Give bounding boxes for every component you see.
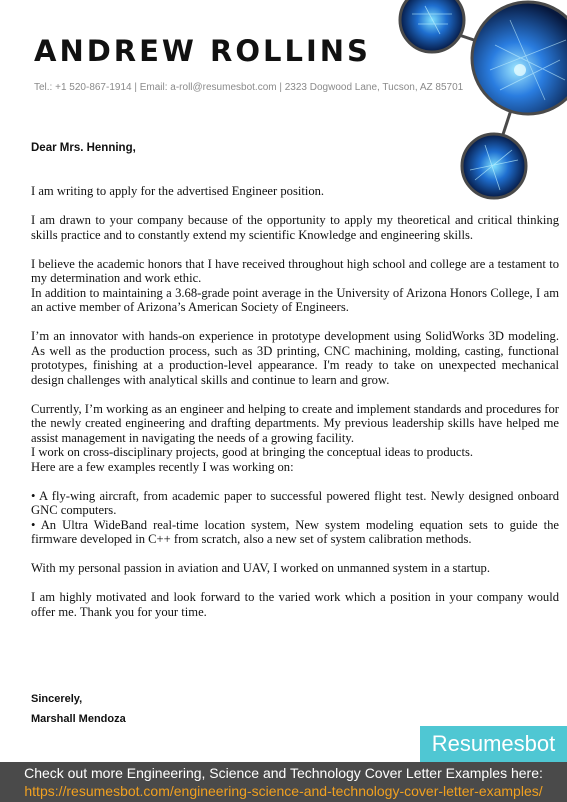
closing-word: Sincerely, xyxy=(31,693,83,705)
paragraph-current-role: Currently, I’m working as an engineer and helping to create and implement standards and procedures for the newly created engineering and drafting departments. My previous leadership skills have helped me assist management in navigating the needs of a growing facility. xyxy=(31,401,559,445)
paragraph-projects: I work on cross-disciplinary projects, good at bringing the conceptual ideas to products. xyxy=(31,445,474,459)
salutation: Dear Mrs. Henning, xyxy=(31,142,136,154)
paragraph-closing: I am highly motivated and look forward to the varied work which a position in your company would offer me. Thank you for your time. xyxy=(31,590,559,619)
footer-text: Check out more Engineering, Science and Technology Cover Letter Examples here: xyxy=(24,765,543,781)
contact-line: Tel.: +1 520-867-1914 | Email: a-roll@resumesbot.com | 2323 Dogwood Lane, Tucson, AZ 85701 xyxy=(34,82,464,93)
letter-body xyxy=(31,184,559,634)
circle-photo-large xyxy=(472,2,567,114)
signature-name: Marshall Mendoza xyxy=(31,713,126,725)
footer-link[interactable]: https://resumesbot.com/engineering-science-and-technology-cover-letter-examples/ xyxy=(24,783,543,799)
footer-banner xyxy=(0,762,567,802)
paragraph-innovator: I’m an innovator with hands-on experience in prototype development using SolidWorks 3D modeling. As well as the production process, such as 3D printing, CNC machining, molding, casting, functional prototypes, finishing at a production-level appearance. I'm ready to take on unexpected mechanical design challenges with analytical skills and continue to learn and grow. xyxy=(31,329,559,387)
paragraph-intro: I am writing to apply for the advertised Engineer position. xyxy=(31,184,325,198)
circle-photo-small xyxy=(400,0,464,52)
paragraph-examples-intro: Here are a few examples recently I was working on: xyxy=(31,459,294,474)
paragraph-motivation: I am drawn to your company because of the opportunity to apply my theoretical and critical thinking skills practice and to constantly extend my scientific Knowledge and engineering skills. xyxy=(31,213,559,242)
bullet-item: • An Ultra WideBand real-time location system, New system modeling equation sets to guide the firmware developed in C++ from scratch, also a new set of system calibration methods. xyxy=(31,517,559,546)
bullet-item: • A fly-wing aircraft, from academic paper to successful powered flight test. Newly designed onboard GNC computers. xyxy=(31,488,559,517)
paragraph-gpa: In addition to maintaining a 3.68-grade point average in the University of Arizona Honors College, I am an active member of Arizona’s American Society of Engineers. xyxy=(31,285,559,314)
paragraph-passion: With my personal passion in aviation and UAV, I worked on unmanned system in a startup. xyxy=(31,561,490,575)
signoff xyxy=(31,689,126,729)
applicant-name: ANDREW ROLLINS xyxy=(34,34,371,68)
paragraph-honors: I believe the academic honors that I have received throughout high school and college are a testament to my determination and work ethic. xyxy=(31,256,559,285)
circuit-photo-decoration xyxy=(0,0,567,210)
resumesbot-logo-button[interactable]: Resumesbot xyxy=(420,726,567,762)
